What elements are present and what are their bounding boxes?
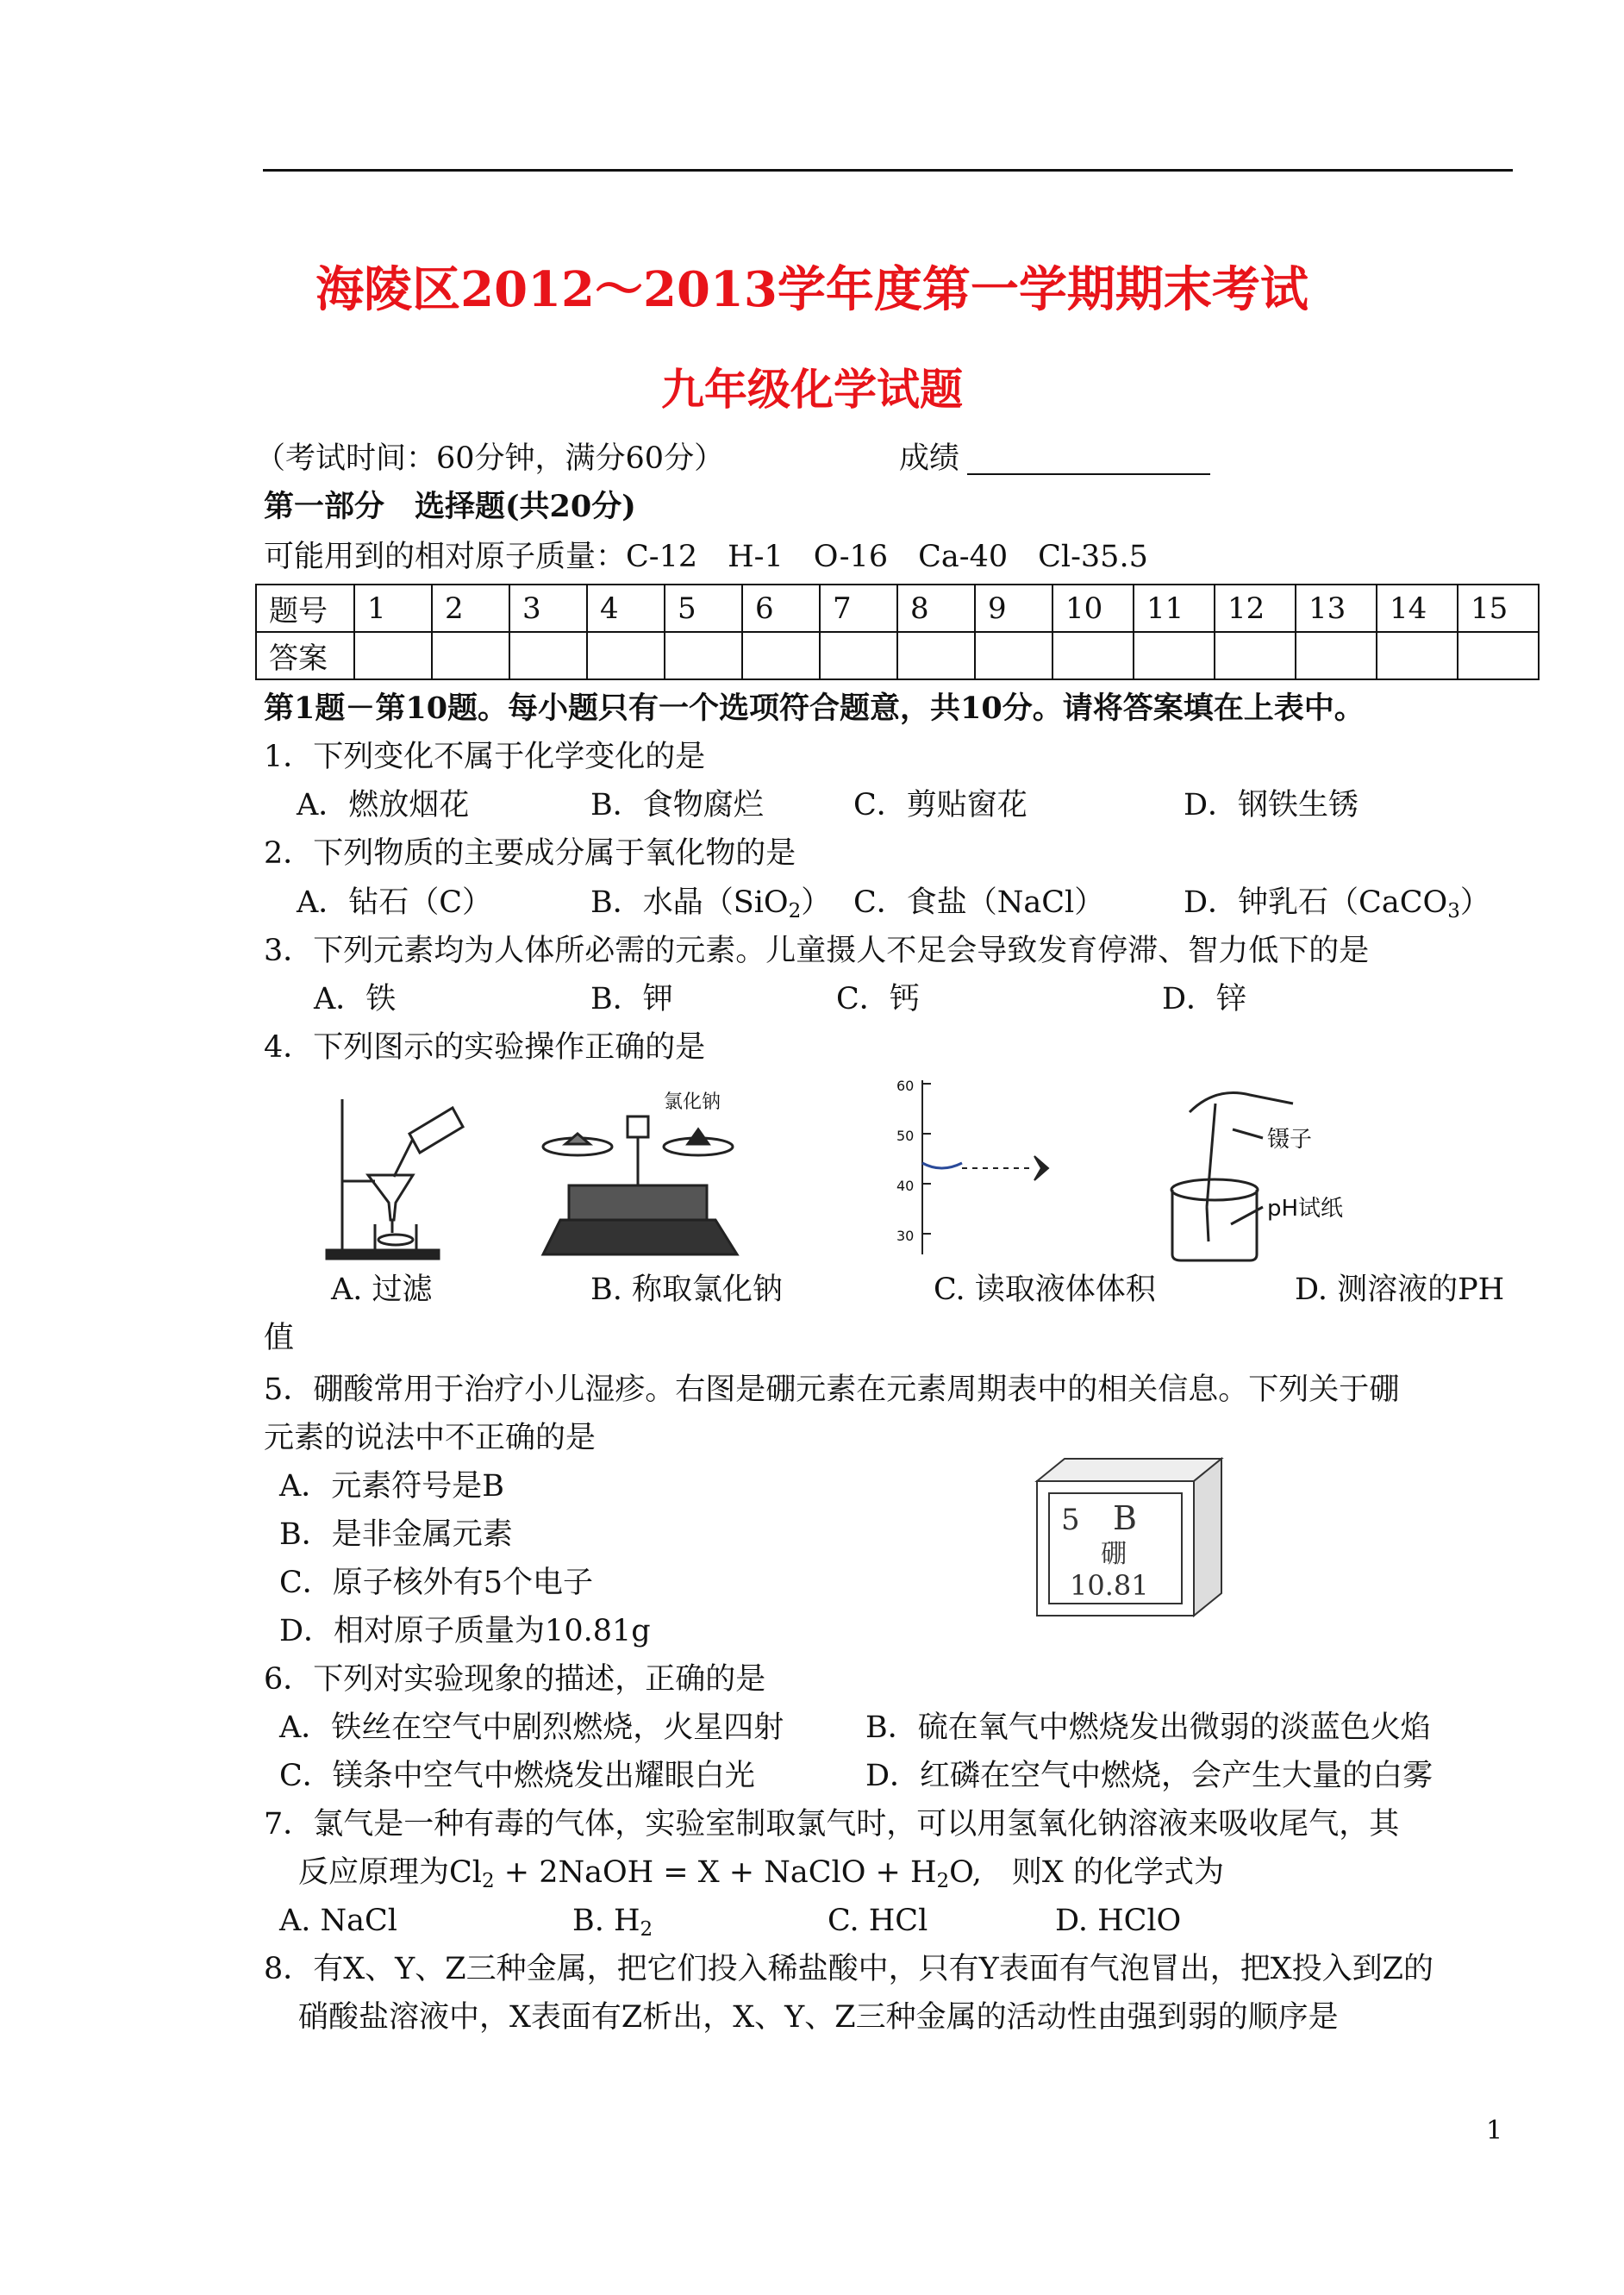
tile-atomic-number: 5 — [1061, 1503, 1080, 1537]
question-2-option-d-tail: ） — [1459, 885, 1490, 920]
answer-cell[interactable] — [1296, 632, 1377, 679]
question-2-option-a: A．钻石（C） — [297, 885, 493, 920]
answer-cell[interactable] — [897, 632, 975, 679]
question-6-stem: 6．下列对实验现象的描述，正确的是 — [264, 1662, 766, 1697]
answer-cell[interactable] — [975, 632, 1052, 679]
tile-mass: 10.81 — [1070, 1569, 1149, 1602]
question-7-option-b-main: B. H — [572, 1904, 640, 1938]
answer-cell[interactable] — [820, 632, 897, 679]
question-1-stem: 1．下列变化不属于化学变化的是 — [264, 740, 706, 774]
question-2-option-d-main: D．钟乳石（CaCO — [1184, 885, 1448, 920]
table-number-cell: 1 — [354, 585, 432, 632]
question-6-option-c: C．镁条中空气中燃烧发出耀眼白光 — [279, 1759, 755, 1793]
question-4-option-b: B. 称取氯化钠 — [590, 1273, 783, 1307]
answer-cell[interactable] — [1458, 632, 1539, 679]
tile-symbol: B — [1113, 1499, 1137, 1537]
question-4-option-c: C. 读取液体体积 — [934, 1273, 1156, 1307]
question-1-option-a: A．燃放烟花 — [297, 788, 470, 822]
answer-cell[interactable] — [1134, 632, 1215, 679]
table-number-cell: 4 — [587, 585, 665, 632]
cylinder-tick-60: 60 — [896, 1078, 915, 1094]
question-1-option-d: D．钢铁生锈 — [1184, 788, 1359, 822]
cylinder-tick-30: 30 — [896, 1228, 915, 1244]
question-7-subscript-2: 2 — [936, 1870, 950, 1892]
ph-test-image — [1155, 1078, 1388, 1267]
question-5-option-c: C．原子核外有5个电子 — [279, 1566, 594, 1600]
table-number-cell: 10 — [1052, 585, 1134, 632]
ph-paper-label: pH试纸 — [1267, 1196, 1344, 1222]
question-7-option-b-subscript: 2 — [640, 1918, 653, 1941]
answer-cell[interactable] — [742, 632, 820, 679]
question-1-option-c: C．剪贴窗花 — [853, 788, 1027, 822]
grade-blank[interactable] — [967, 473, 1210, 475]
question-7-stem-part3: O, 则X 的化学式为 — [949, 1855, 1224, 1890]
instructions: 第1题－第10题。每小题只有一个选项符合题意，共10分。请将答案填在上表中。 — [264, 691, 1365, 726]
question-7-subscript-1: 2 — [481, 1870, 495, 1892]
question-2-option-b-main: B．水晶（SiO — [590, 885, 789, 920]
question-3-stem: 3．下列元素均为人体所必需的元素。儿童摄人不足会导致发育停滞、智力低下的是 — [264, 934, 1370, 968]
question-4-option-a: A. 过滤 — [331, 1273, 433, 1307]
question-4-option-d: D. 测溶液的PH — [1295, 1273, 1505, 1307]
table-number-cell: 13 — [1296, 585, 1377, 632]
cylinder-tick-40: 40 — [896, 1178, 915, 1194]
table-number-cell: 14 — [1377, 585, 1458, 632]
question-4-tail: 值 — [264, 1321, 295, 1355]
table-number-cell: 8 — [897, 585, 975, 632]
table-number-cell: 2 — [432, 585, 509, 632]
question-2-option-c: C．食盐（NaCl） — [853, 885, 1105, 920]
question-8-stem-line2: 硝酸盐溶液中，X表面有Z析出，X、Y、Z三种金属的活动性由强到弱的顺序是 — [298, 2000, 1339, 2035]
question-5-option-b: B．是非金属元素 — [279, 1517, 513, 1552]
question-3-option-c: C．钙 — [836, 982, 920, 1016]
header-rule — [263, 169, 1513, 172]
exam-subtitle: 九年级化学试题 — [661, 364, 963, 415]
question-3-option-b: B．钾 — [590, 982, 673, 1016]
question-4-stem: 4．下列图示的实验操作正确的是 — [264, 1030, 706, 1065]
table-header-cell: 题号 — [256, 585, 354, 632]
question-5-option-a: A．元素符号是B — [279, 1469, 504, 1504]
balance-label: 氯化钠 — [664, 1091, 721, 1113]
question-6-option-a: A．铁丝在空气中剧烈燃烧，火星四射 — [279, 1710, 784, 1745]
grade-label: 成绩 — [899, 441, 960, 476]
tile-name: 硼 — [1101, 1539, 1127, 1569]
question-7-stem-part2: + 2NaOH = X + NaClO + H — [494, 1855, 937, 1890]
table-number-cell: 5 — [665, 585, 742, 632]
question-5-stem-line2: 元素的说法中不正确的是 — [264, 1421, 597, 1455]
answer-table — [255, 584, 1540, 680]
boron-element-tile — [1030, 1455, 1228, 1619]
question-7-option-d: D. HClO — [1055, 1904, 1182, 1938]
table-number-cell: 6 — [742, 585, 820, 632]
answer-cell[interactable] — [354, 632, 432, 679]
question-2-option-b-tail: ） — [801, 885, 832, 920]
question-7-option-c: C. HCl — [828, 1904, 928, 1938]
filtration-apparatus-image — [323, 1082, 478, 1263]
answer-cell[interactable] — [587, 632, 665, 679]
table-number-cell: 7 — [820, 585, 897, 632]
question-5-stem-line1: 5．硼酸常用于治疗小儿湿疹。右图是硼元素在元素周期表中的相关信息。下列关于硼 — [264, 1373, 1400, 1407]
exam-title: 海陵区2012～2013学年度第一学期期末考试 — [315, 261, 1309, 318]
question-2-option-d — [1184, 884, 1490, 930]
balance-scale-image — [534, 1091, 750, 1263]
question-3-option-a: A．铁 — [314, 982, 397, 1016]
answer-cell[interactable] — [665, 632, 742, 679]
question-7-option-a: A. NaCl — [279, 1904, 397, 1938]
graduated-cylinder-image — [879, 1073, 1077, 1263]
exam-time-score: （考试时间：60分钟，满分60分） — [255, 441, 725, 476]
answer-table-row-numbers — [256, 585, 1539, 632]
question-3-option-d: D．锌 — [1162, 982, 1247, 1016]
page-number: 1 — [1486, 2116, 1503, 2146]
table-number-cell: 9 — [975, 585, 1052, 632]
question-8-stem-line1: 8．有X、Y、Z三种金属，把它们投入稀盐酸中，只有Y表面有气泡冒出，把X投入到Z的 — [264, 1952, 1433, 1986]
tweezers-label: 镊子 — [1267, 1127, 1313, 1153]
question-6-option-b: B．硫在氧气中燃烧发出微弱的淡蓝色火焰 — [865, 1710, 1431, 1745]
answer-table-row-answers — [256, 632, 1539, 679]
question-2-option-d-subscript: 3 — [1447, 900, 1460, 922]
answer-cell[interactable] — [1215, 632, 1296, 679]
answer-cell[interactable] — [1052, 632, 1134, 679]
question-2-option-b-subscript: 2 — [788, 900, 802, 922]
table-number-cell: 11 — [1134, 585, 1215, 632]
question-7-stem-part1: 反应原理为Cl — [298, 1855, 482, 1890]
question-5-option-d: D．相对原子质量为10.81g — [279, 1614, 651, 1648]
question-7-option-b — [572, 1902, 653, 1948]
table-number-cell: 15 — [1458, 585, 1539, 632]
cylinder-tick-50: 50 — [896, 1128, 915, 1144]
table-number-cell: 3 — [509, 585, 587, 632]
question-7-stem-line1: 7．氯气是一种有毒的气体，实验室制取氯气时，可以用氢氧化钠溶液来吸收尾气，其 — [264, 1807, 1400, 1842]
question-1-option-b: B．食物腐烂 — [590, 788, 764, 822]
answer-cell[interactable] — [432, 632, 509, 679]
table-header-cell: 答案 — [256, 632, 354, 679]
question-2-stem: 2．下列物质的主要成分属于氧化物的是 — [264, 836, 796, 871]
question-2-option-b — [590, 884, 831, 930]
answer-cell[interactable] — [1377, 632, 1458, 679]
answer-cell[interactable] — [509, 632, 587, 679]
question-7-stem-line2 — [298, 1854, 1224, 1900]
atomic-masses: 可能用到的相对原子质量：C-12 H-1 O-16 Ca-40 Cl-35.5 — [264, 540, 1148, 574]
table-number-cell: 12 — [1215, 585, 1296, 632]
question-6-option-d: D．红磷在空气中燃烧，会产生大量的白雾 — [865, 1759, 1433, 1793]
part1-heading: 第一部分 选择题(共20分) — [264, 489, 636, 524]
